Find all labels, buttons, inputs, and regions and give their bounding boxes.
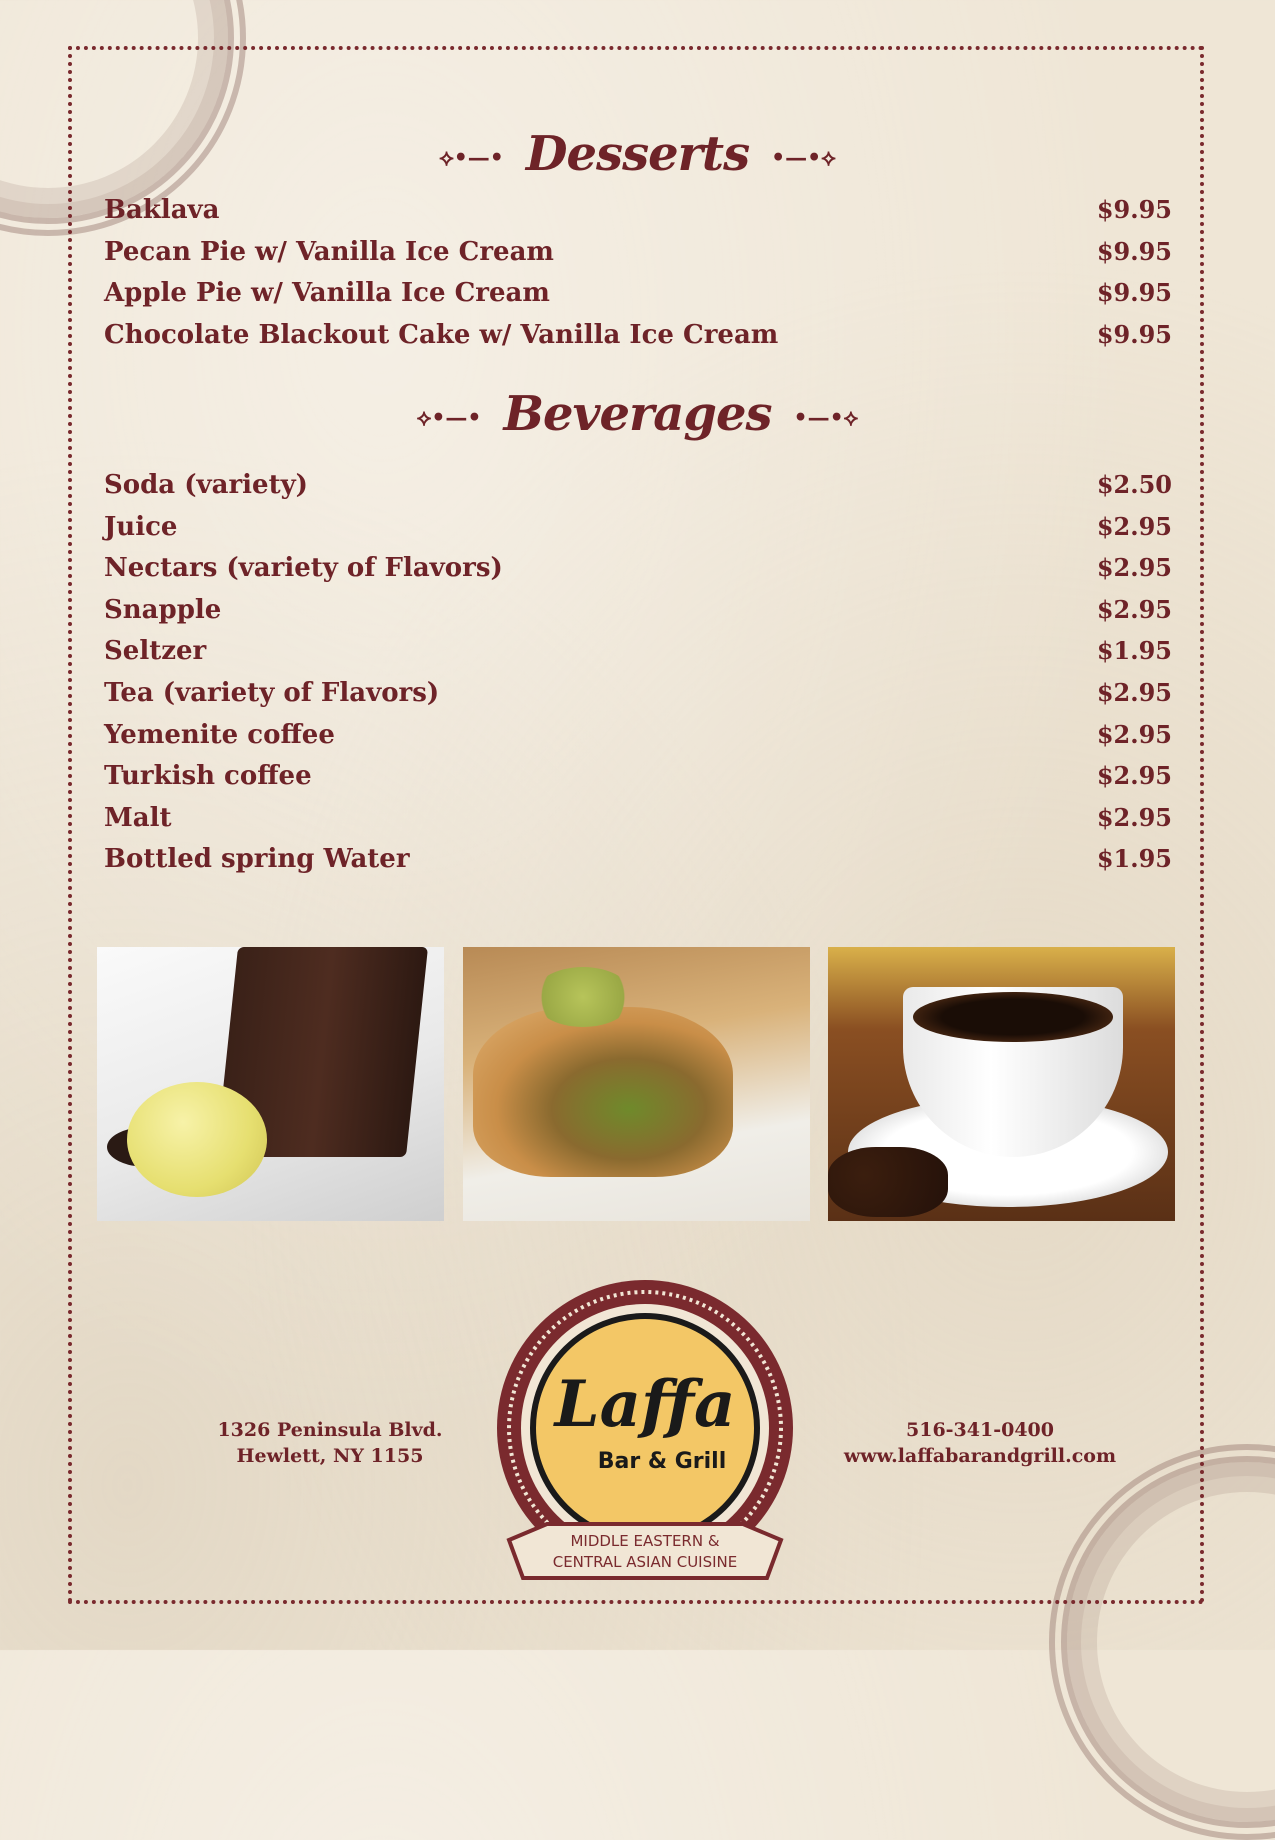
item-name: Turkish coffee: [104, 761, 312, 792]
item-name: Apple Pie w/ Vanilla Ice Cream: [104, 278, 550, 309]
item-name: Soda (variety): [104, 470, 308, 500]
item-price: $1.95: [1096, 636, 1172, 666]
item-name: Seltzer: [104, 636, 207, 667]
item-price: $9.95: [1096, 236, 1172, 266]
item-price: $9.95: [1096, 278, 1172, 308]
desserts-heading: [0, 126, 1275, 182]
flourish-left-icon: ⟡•—•: [439, 144, 504, 171]
item-name: Chocolate Blackout Cake w/ Vanilla Ice Cream: [104, 319, 779, 350]
item-name: Juice: [104, 511, 178, 542]
address-line-2: Hewlett, NY 1155: [236, 1445, 424, 1467]
desserts-list: [104, 195, 1172, 361]
menu-item: [104, 595, 1172, 637]
pistachio-topping: [533, 967, 633, 1027]
address-line-1: 1326 Peninsula Blvd.: [217, 1419, 443, 1441]
menu-item: [104, 320, 1172, 362]
laffa-logo: [487, 1278, 803, 1594]
item-price: $2.95: [1096, 511, 1172, 541]
logo-name: Laffa: [554, 1367, 736, 1442]
menu-item: [104, 553, 1172, 595]
desserts-title: Desserts: [525, 126, 750, 182]
menu-item: [104, 844, 1172, 886]
coffee-cup-photo: [828, 947, 1175, 1221]
menu-item: [104, 761, 1172, 803]
menu-item: [104, 720, 1172, 762]
baklava-piece: [473, 1007, 733, 1177]
item-price: $2.95: [1096, 677, 1172, 707]
item-price: $2.95: [1096, 553, 1172, 583]
logo-banner-line-1: MIDDLE EASTERN &: [570, 1532, 720, 1550]
beverages-title: Beverages: [503, 386, 772, 442]
item-name: Nectars (variety of Flavors): [104, 553, 503, 584]
logo-subtitle: Bar & Grill: [597, 1449, 727, 1474]
item-name: Baklava: [104, 195, 220, 225]
item-price: $2.95: [1096, 802, 1172, 832]
menu-item: [104, 512, 1172, 554]
coffee-surface: [913, 992, 1113, 1042]
flourish-right-icon: •—•⟡: [771, 144, 836, 171]
item-name: Malt: [104, 802, 172, 833]
item-name: Tea (variety of Flavors): [104, 677, 440, 708]
contact-block: [835, 1417, 1125, 1469]
menu-item: [104, 803, 1172, 845]
chocolate-cake-photo: [97, 947, 444, 1221]
item-name: Bottled spring Water: [104, 844, 410, 875]
menu-item: [104, 636, 1172, 678]
item-name: Pecan Pie w/ Vanilla Ice Cream: [104, 236, 554, 267]
item-price: $2.50: [1096, 470, 1172, 499]
baklava-photo: [463, 947, 810, 1221]
beverages-heading: [0, 386, 1275, 442]
website-link[interactable]: www.laffabarandgrill.com: [843, 1445, 1117, 1467]
menu-item: [104, 678, 1172, 720]
phone-number: 516-341-0400: [906, 1419, 1054, 1441]
menu-item: [104, 237, 1172, 279]
item-price: $9.95: [1096, 195, 1172, 224]
item-price: $9.95: [1096, 319, 1172, 349]
item-name: Snapple: [104, 594, 222, 625]
item-price: $2.95: [1096, 719, 1172, 749]
address-block: [210, 1417, 450, 1469]
ice-cream-scoop: [127, 1082, 267, 1197]
menu-item: [104, 278, 1172, 320]
logo-banner-line-2: CENTRAL ASIAN CUISINE: [552, 1553, 738, 1571]
item-price: $2.95: [1096, 594, 1172, 624]
coffee-beans: [828, 1147, 948, 1217]
item-price: $1.95: [1096, 844, 1172, 874]
menu-item: [104, 470, 1172, 512]
item-name: Yemenite coffee: [104, 719, 335, 750]
menu-item: [104, 195, 1172, 237]
item-price: $2.95: [1096, 761, 1172, 791]
beverages-list: [104, 470, 1172, 886]
flourish-left-icon: ⟡•—•: [416, 404, 482, 431]
flourish-right-icon: •—•⟡: [793, 404, 859, 431]
